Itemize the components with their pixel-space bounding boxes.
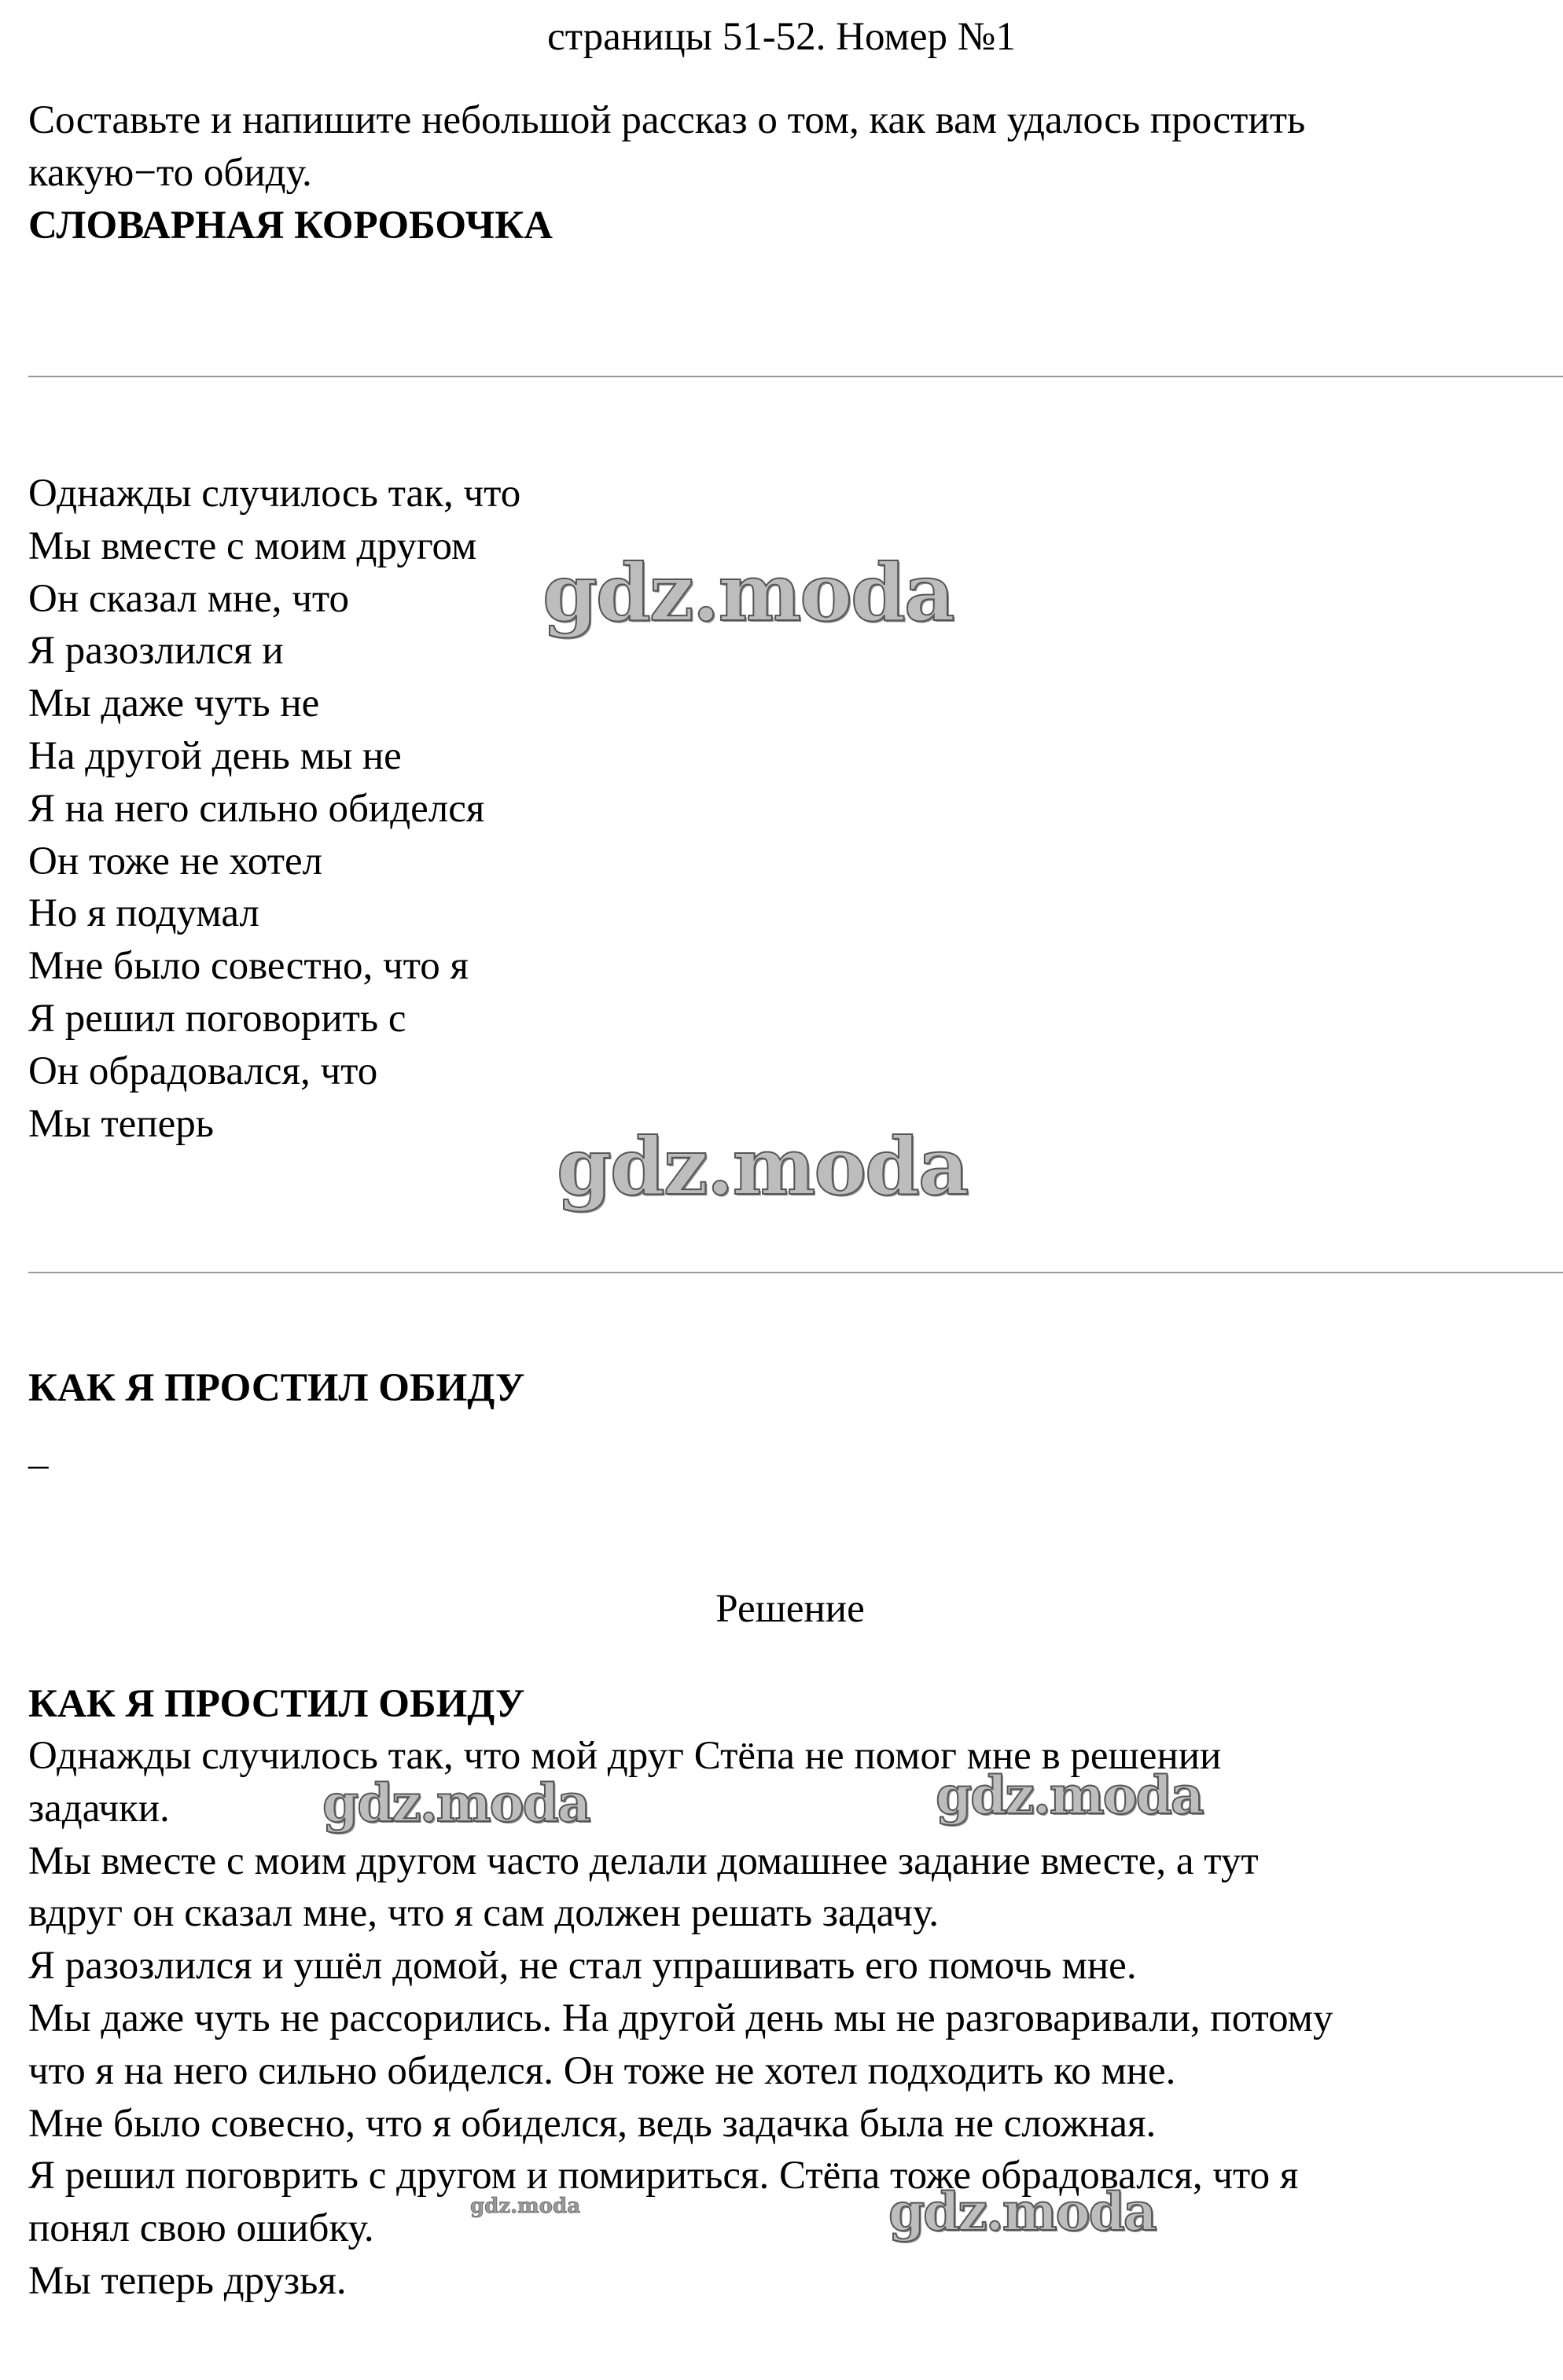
template-line: Он тоже не хотел [28, 839, 323, 883]
template-line: На другой день мы не [28, 733, 402, 778]
story-heading: КАК Я ПРОСТИЛ ОБИДУ [28, 1366, 525, 1410]
word-box-title: СЛОВАРНАЯ КОРОБОЧКА [28, 204, 553, 248]
solution-line: Мы вместе с моим другом часто делали домашнее задание вместе, а тут [28, 1838, 1259, 1883]
solution-line: Мне было совесно, что я обиделся, ведь задачка была не сложная. [28, 2101, 1157, 2146]
solution-line: Я разозлился и ушёл домой, не стал упрашивать его помочь мне. [28, 1944, 1137, 1989]
solution-line: вдруг он сказал мне, что я сам должен решать задачу. [28, 1891, 939, 1936]
watermark-logo: gdz.moda [888, 2181, 1156, 2242]
watermark-logo: gdz.moda [936, 1765, 1203, 1826]
solution-line: что я на него сильно обиделся. Он тоже не хотел подходить ко мне. [28, 2048, 1176, 2093]
template-lines [28, 468, 520, 1150]
template-line: Но я подумал [28, 891, 259, 936]
template-line: Мне было совестно, что я [28, 944, 469, 989]
template-line: Он обрадовался, что [28, 1049, 378, 1093]
template-line: Я разозлился и [28, 629, 284, 674]
watermark-logo: gdz.moda [470, 2195, 581, 2218]
template-line: Мы даже чуть не [28, 681, 320, 726]
template-line: Я на него сильно обиделся [28, 786, 485, 831]
solution-line: Я решил поговрить с другом и помириться. Стёпа тоже обрадовался, что я [28, 2154, 1299, 2198]
template-line: Мы теперь [28, 1101, 214, 1146]
solution-line: Мы теперь друзья. [28, 2258, 347, 2303]
template-line: Однажды случилось так, что [28, 472, 521, 516]
page-title: страницы 51-52. Номер №1 [547, 15, 1016, 59]
solution-line: понял свою ошибку. [28, 2206, 374, 2251]
task-prompt-line-2: какую−то обиду. [28, 151, 312, 195]
template-line: Мы вместе с моим другом [28, 523, 477, 568]
watermark-logo: gdz.moda [542, 546, 954, 639]
divider-top [28, 376, 1563, 377]
solution-line: Однажды случилось так, что мой друг Стёпа не помог мне в решении [28, 1734, 1222, 1778]
task-prompt-line-1: Составьте и напишите небольшой рассказ о том, как вам удалось простить [28, 98, 1306, 142]
solution-line: задачки. [28, 1786, 170, 1831]
template-line: Он сказал мне, что [28, 576, 350, 621]
watermark-logo: gdz.moda [557, 1120, 968, 1213]
solution-heading: КАК Я ПРОСТИЛ ОБИДУ [28, 1682, 525, 1726]
watermark-logo: gdz.moda [322, 1772, 590, 1834]
solution-label: Решение [715, 1587, 865, 1631]
solution-line: Мы даже чуть не рассорились. На другой день мы не разговаривали, потому [28, 1996, 1333, 2040]
template-line: Я решил поговорить с [28, 996, 406, 1041]
story-dash: – [28, 1442, 49, 1486]
divider-bottom [28, 1272, 1563, 1273]
